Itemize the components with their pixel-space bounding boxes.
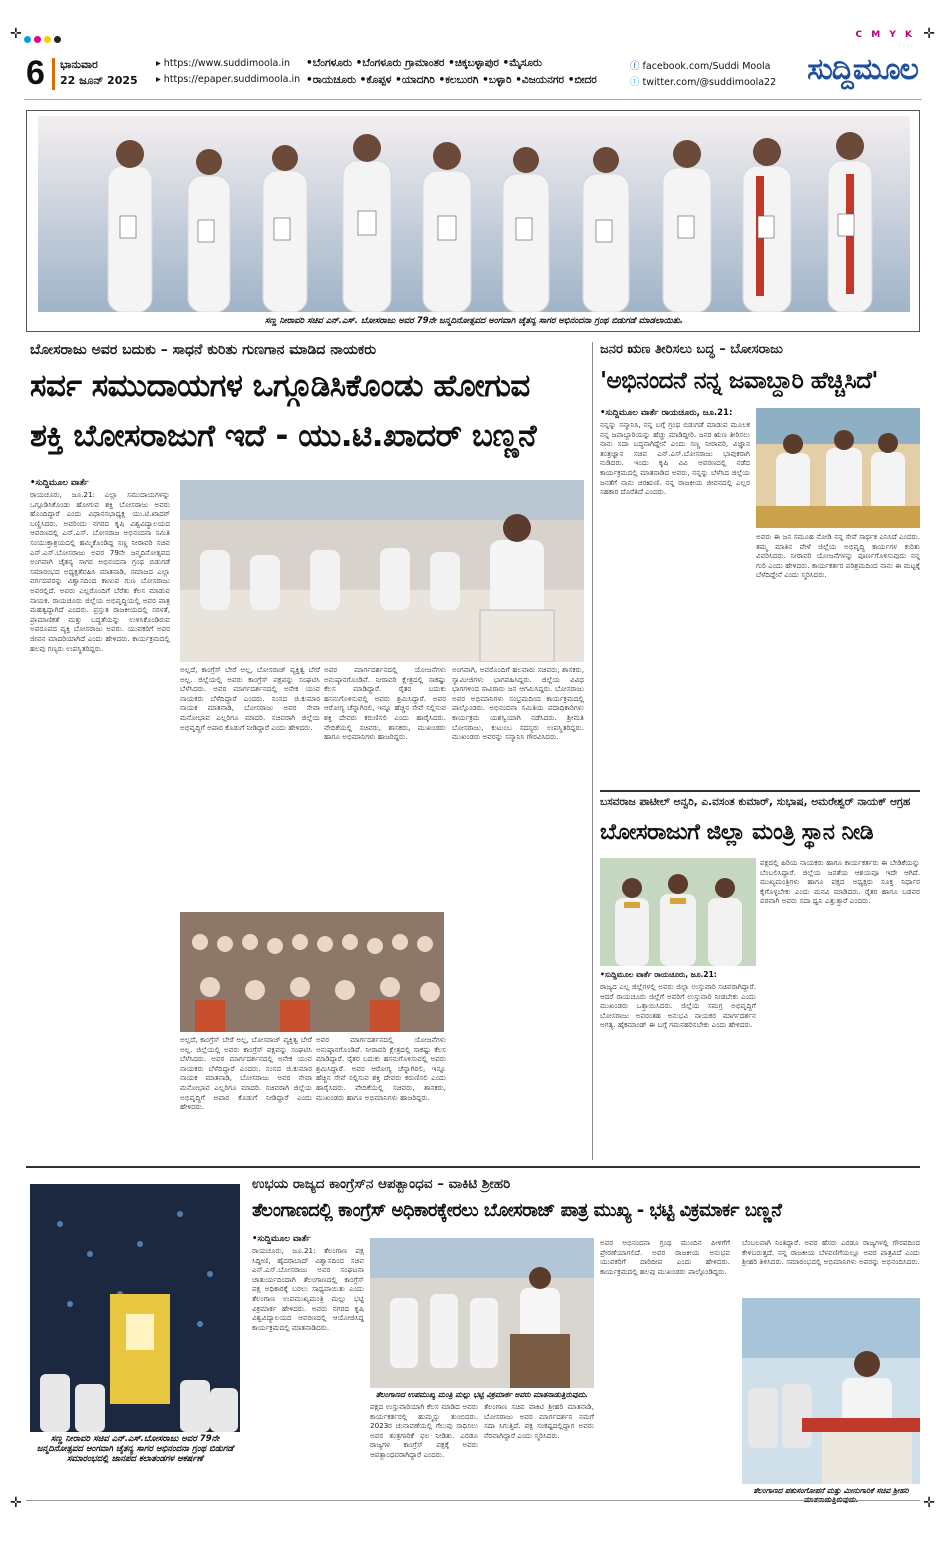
story-kicker: ಜನರ ಋಣ ತೀರಿಸಲು ಬದ್ಧ – ಬೋಸರಾಜು: [600, 342, 783, 357]
registration-mark: ✛: [10, 26, 22, 42]
website-link[interactable]: ▸ https://www.suddimoola.in: [156, 58, 290, 69]
facebook-link[interactable]: ⓕ facebook.com/Suddi Moola: [630, 61, 771, 72]
story-photo: [30, 1184, 240, 1432]
story-headline: ತೆಲಂಗಾಣದಲ್ಲಿ ಕಾಂಗ್ರೆಸ್ ಅಧಿಕಾರಕ್ಕೇರಲು ಬೋಸರಾಜ್ ಪಾತ್ರ ಮುಖ್ಯ - ಭಟ್ಟಿ ವಿಕ್ರಮಾರ್ಕ ಬಣ್ಣನೆ: [252, 1200, 782, 1221]
divider: [52, 58, 55, 90]
story-photo: [600, 858, 756, 966]
article-column: ಬೆಂಬಲವಾಗಿ ನಿಂತಿದ್ದಾರೆ. ಅವರ ಹೆಸರು ಎರಡೂ ರಾಜ್ಯಗಳಲ್ಲಿ ಗೌರವದಿಂದ ಕೇಳಿಬರುತ್ತದೆ. ನನ್ನ ರಾಜಕೀಯ ಬೆಳವಣಿಗೆಯಲ್ಲೂ ಅವರ ಪಾತ್ರವಿದೆ ಎಂದು ಶ್ರೀಹರಿ ತಿಳಿಸಿದರು. ಸಮಾರಂಭದಲ್ಲಿ ಅಭಿಮಾನಿಗಳು ಅವರನ್ನು ಅಭಿನಂದಿಸಿದರು.: [742, 1238, 920, 1267]
article-column: ರಾಯಚೂರು, ಜೂ.21: ತೆಲಂಗಾಣ ಪಕ್ಷ ಸಿದ್ದೀಣಿ, ಹೈದರಾಬಾದ್ ವಿಶ್ವಾಸದಿಂದ ಸಚಿವ ಎನ್.ಎಸ್.ಬೋಸರಾಜು ಅವರ ಸಂಘಟನಾ ಚಾತುರ್ಯದಿಂದಾಗಿ ತೆಲಂಗಾಣದಲ್ಲಿ ಕಾಂಗ್ರೆಸ್ ಪಕ್ಷ ಅಧಿಕಾರಕ್ಕೆ ಬರಲು ಸಾಧ್ಯವಾಯಿತು ಎಂದು ತೆಲಂಗಾಣ ಉಪಮುಖ್ಯಮಂತ್ರಿ ಮಲ್ಲು ಭಟ್ಟಿ ವಿಕ್ರಮಾರ್ಕ ಹೇಳಿದರು. ಅವರು ನಗರದ ಕೃಷಿ ವಿಶ್ವವಿದ್ಯಾಲಯದ ಆವರಣದಲ್ಲಿ ಆಯೋಜಿಸಿದ್ದ ಕಾರ್ಯಕ್ರಮದಲ್ಲಿ ಮಾತನಾಡಿದರು.: [252, 1246, 364, 1332]
story-kicker: ಉಭಯ ರಾಜ್ಯದ ಕಾಂಗ್ರೆಸ್‌ನ ಆಪತ್ಬಾಂಧವ – ವಾಕಿಟಿ ಶ್ರೀಹರಿ: [252, 1176, 511, 1192]
story-byline: •ಸುದ್ದಿಮೂಲ ವಾರ್ತೆ: [252, 1234, 311, 1244]
article-column: ಅವರ ಮಾರ್ಗದರ್ಶನದಲ್ಲಿ ಯೋಜನೆಗಳು ಅನುಷ್ಠಾನಗೊಂಡಿವೆ. ನೀರಾವರಿ ಕ್ಷೇತ್ರದಲ್ಲಿ ಸಾಕಷ್ಟು ಕೆಲಸ ಮಾಡಿದ್ದಾರೆ. ರೈತರ ಬದುಕು ಹಸನುಗೊಳಿಸುವಲ್ಲಿ ಅವರು ಶ್ರಮಿಸಿದ್ದಾರೆ. ಅವರ ಆರೋಗ್ಯ ಚೆನ್ನಾಗಿರಲಿ, ಇನ್ನೂ ಹೆಚ್ಚಿನ ಸೇವೆ ಸಲ್ಲಿಸುವ ಶಕ್ತಿ ದೇವರು ಕರುಣಿಸಲಿ ಎಂದು ಹಾರೈಸಿದರು. ವೇದಿಕೆಯಲ್ಲಿ ಸಚಿವರು, ಶಾಸಕರು, ಮುಖಂಡರು ಹಾಗೂ ಅಭಿಮಾನಿಗಳು ಹಾಜರಿದ್ದರು.: [316, 1035, 446, 1102]
editions-line: •ರಾಯಚೂರು •ಕೊಪ್ಪಳ •ಯಾದಗಿರಿ •ಕಲಬುರಗಿ •ಬಳ್ಳಾರಿ •ವಿಜಯನಗರ •ಬೀದರ: [306, 74, 597, 86]
article-column: ನನ್ನನ್ನು ಸನ್ಮಾನಿಸಿ, ನನ್ನ ಬಗ್ಗೆ ಗ್ರಂಥ ಬಿಡುಗಡೆ ಮಾಡುವ ಮೂಲಕ ನನ್ನ ಜವಾಬ್ದಾರಿಯನ್ನು ಹೆಚ್ಚು ಮಾಡಿದ್ದೀರಿ. ಜನರ ಋಣ ತೀರಿಸಲು ನಾನು ಸದಾ ಬದ್ಧನಾಗಿದ್ದೇನೆ ಎಂದು ಸಣ್ಣ ನೀರಾವರಿ, ವಿಜ್ಞಾನ ತಂತ್ರಜ್ಞಾನ ಸಚಿವ ಎನ್.ಎಸ್.ಬೋಸರಾಜು ಭಾವುಕರಾಗಿ ನುಡಿದರು. ಇಂದು ಕೃಷಿ ವಿವಿ ಆವರಣದಲ್ಲಿ ನಡೆದ ಕಾರ್ಯಕ್ರಮದಲ್ಲಿ ಮಾತನಾಡಿದ ಅವರು, ನನ್ನನ್ನು ಬೆಳೆಸಿದ ಜಿಲ್ಲೆಯ ಜನತೆಗೆ ನಾನು ಚಿರಋಣಿ. ನನ್ನ ರಾಜಕೀಯ ಜೀವನದಲ್ಲಿ ಎಲ್ಲರ ಸಹಕಾರ ದೊರೆತಿದೆ ಎಂದರು.: [600, 420, 750, 497]
article-column: ಅಂಗವಾಗಿ, ಅವರೊಂದಿಗೆ ಹಲವಾರು ಸಚಿವರು, ಶಾಸಕರು, ಸ್ವಾಮೀಜಿಗಳು ಭಾಗವಹಿಸಿದ್ದರು. ಜಿಲ್ಲೆಯ ವಿವಿಧ ಭಾಗಗಳಿಂದ ಸಾವಿರಾರು ಜನ ಆಗಮಿಸಿದ್ದರು. ಬೋಸರಾಜು ಅವರ ಅಭಿಮಾನಿಗಳು ಸಂಭ್ರಮದಿಂದ ಕಾರ್ಯಕ್ರಮದಲ್ಲಿ ಪಾಲ್ಗೊಂಡರು. ಅಭಿನಂದನಾ ಸಮಿತಿಯ ಪದಾಧಿಕಾರಿಗಳು ಕಾರ್ಯಕ್ರಮ ಯಶಸ್ವಿಯಾಗಿ ನಡೆಸಿದರು. ಶ್ರೀಮತಿ ಬೋಸರಾಜು, ಕುಟುಂಬ ಸದಸ್ಯರು ಉಪಸ್ಥಿತರಿದ್ದರು. ಮುಖಂಡರು ಅವರನ್ನು ಸನ್ಮಾನಿಸಿ ಗೌರವಿಸಿದರು.: [452, 665, 584, 742]
top-photo: [38, 116, 910, 312]
article-column: ಅವರ ಅಭಿನಂದನಾ ಗ್ರಂಥ ಮುಂದಿನ ಪೀಳಿಗೆಗೆ ಪ್ರೇರಣೆಯಾಗಲಿದೆ. ಅವರ ರಾಜಕೀಯ ಅನುಭವ ಯುವಕರಿಗೆ ದಾರಿದೀಪ ಎಂದು ಹೇಳಿದರು. ಕಾರ್ಯಕ್ರಮದಲ್ಲಿ ಹಲವು ಮುಖಂಡರು ಪಾಲ್ಗೊಂಡಿದ್ದರು.: [600, 1238, 730, 1276]
editions-line: •ಬೆಂಗಳೂರು •ಬೆಂಗಳೂರು ಗ್ರಾಮಾಂತರ •ಚಿಕ್ಕಬಳ್ಳಾಪುರ •ಮೈಸೂರು: [306, 57, 542, 69]
column-divider: [592, 342, 593, 1160]
color-dots: [24, 36, 61, 43]
article-column: ಅವರು ಈ ಜನ ಸಮೂಹ ನೋಡಿ ನನ್ನ ಸೇವೆ ಸಾರ್ಥಕ ಎನಿಸಿದೆ ಎಂದರು. ತಮ್ಮ ಮಾತಿನ ವೇಳೆ ಜಿಲ್ಲೆಯ ಅಭಿವೃದ್ಧಿ ಕಾರ್ಯಗಳ ಕುರಿತು ವಿವರಿಸಿದರು. ನೀರಾವರಿ ಯೋಜನೆಗಳನ್ನು ಪೂರ್ಣಗೊಳಿಸುವುದು ನನ್ನ ಗುರಿ ಎಂದು ಹೇಳಿದರು. ಕಾರ್ಯಕರ್ತರ ಪರಿಶ್ರಮದಿಂದ ನಾನು ಈ ಮಟ್ಟಕ್ಕೆ ಬೆಳೆದಿದ್ದೇನೆ ಎಂದು ಸ್ಮರಿಸಿದರು.: [756, 532, 920, 580]
story-byline: •ಸುದ್ದಿಮೂಲ ವಾರ್ತೆ ರಾಯಚೂರು, ಜೂ.21:: [600, 970, 717, 979]
date: 22 ಜೂನ್ 2025: [60, 74, 138, 87]
cmyk-mark: C M Y K: [855, 30, 915, 40]
photo-caption: ಸಣ್ಣ ನೀರಾವರಿ ಸಚಿವ ಎನ್.ಎಸ್.ಬೋಸರಾಜು ಅವರ 79ನೇ ಜನ್ಮದಿನೋತ್ಸವದ ಅಂಗವಾಗಿ ಚೈತನ್ಯ ಸಾಗರ ಅಭಿನಂದನಾ ಗ್ರಂಥ ಬಿಡುಗಡೆ ಸಮಾರಂಭದಲ್ಲಿ ಜಾನಪದ ಕಲಾತಂಡಗಳ ಆಕರ್ಷಣೆ: [36, 1434, 234, 1464]
crowd-photo: [180, 912, 444, 1032]
story-kicker: ಬೋಸರಾಜು ಅವರ ಬದುಕು – ಸಾಧನೆ ಕುರಿತು ಗುಣಗಾನ ಮಾಡಿದ ನಾಯಕರು: [30, 342, 377, 358]
article-column: ರಾಜ್ಯದ ಎಲ್ಲ ಜಿಲ್ಲೆಗಳಲ್ಲಿ ಅವರು ಜಿಲ್ಲಾ ಉಸ್ತುವಾರಿ ಸಚಿವರಾಗಿದ್ದಾರೆ. ಆದರೆ ರಾಯಚೂರು ಜಿಲ್ಲೆಗೆ ಅವರಿಗೆ ಉಸ್ತುವಾರಿ ನೀಡಬೇಕು ಎಂದು ಮುಖಂಡರು ಒತ್ತಾಯಿಸಿದರು. ಜಿಲ್ಲೆಯ ಸಮಗ್ರ ಅಭಿವೃದ್ಧಿಗೆ ಬೋಸರಾಜು ಅವರಂತಹ ಅನುಭವಿ ನಾಯಕರ ಮಾರ್ಗದರ್ಶನ ಅಗತ್ಯ. ಹೈಕಮಾಂಡ್ ಈ ಬಗ್ಗೆ ಗಮನಹರಿಸಬೇಕು ಎಂದು ಹೇಳಿದರು.: [600, 982, 756, 1030]
page-header: [24, 52, 922, 100]
story-photo: [742, 1298, 920, 1484]
photo-caption: ತೆಲಂಗಾಣದ ಉಪಮುಖ್ಯ ಮಂತ್ರಿ ಮಲ್ಲು ಭಟ್ಟಿ ವಿಕ್ರಮಾರ್ಕ ಅವರು ಮಾತನಾಡುತ್ತಿರುವುದು.: [375, 1390, 589, 1399]
story-headline: 'ಅಭಿನಂದನೆ ನನ್ನ ಜವಾಬ್ದಾರಿ ಹೆಚ್ಚಿಸಿದೆ': [600, 368, 878, 394]
story-headline: ಬೋಸರಾಜುಗೆ ಜಿಲ್ಲಾ ಮಂತ್ರಿ ಸ್ಥಾನ ನೀಡಿ: [600, 820, 874, 845]
twitter-link[interactable]: ⓣ twitter.com/@suddimoola22: [630, 77, 777, 88]
story-photo: [370, 1238, 594, 1388]
photo-caption: ಸಣ್ಣ ನೀರಾವರಿ ಸಚಿವ ಎನ್.ಎಸ್. ಬೋಸರಾಜು ಅವರ 79ನೇ ಜನ್ಮದಿನೋತ್ಸವದ ಅಂಗವಾಗಿ ಚೈತನ್ಯ ಸಾಗರ ಅಭಿನಂದನಾ ಗ್ರಂಥ ಬಿಡುಗಡೆ ಮಾಡಲಾಯಿತು.: [264, 316, 684, 326]
story-photo: [180, 480, 584, 662]
twitter-icon: ⓣ: [630, 77, 640, 88]
story-byline: •ಸುದ್ದಿಮೂಲ ವಾರ್ತೆ: [30, 478, 89, 488]
registration-mark: ✛: [923, 1495, 935, 1511]
article-column: ತೆಲಂಗಾಣ ಸಚಿವ ವಾಕಿಟಿ ಶ್ರೀಹರಿ ಮಾತನಾಡಿ, ಬೋಸರಾಜು ಅವರ ಮಾರ್ಗದರ್ಶನ ನಮಗೆ ಸದಾ ಸಿಗುತ್ತಿದೆ. ಪಕ್ಷ ಸಂಕಷ್ಟದಲ್ಲಿದ್ದಾಗ ಅವರು ನೆರವಾಗಿದ್ದಾರೆ ಎಂದು ಸ್ಮರಿಸಿದರು.: [484, 1402, 594, 1440]
article-column: ಅವರ ಮಾರ್ಗದರ್ಶನದಲ್ಲಿ ಯೋಜನೆಗಳು ಅನುಷ್ಠಾನಗೊಂಡಿವೆ. ನೀರಾವರಿ ಕ್ಷೇತ್ರದಲ್ಲಿ ಸಾಕಷ್ಟು ಕೆಲಸ ಮಾಡಿದ್ದಾರೆ. ರೈತರ ಬದುಕು ಹಸನುಗೊಳಿಸುವಲ್ಲಿ ಅವರು ಶ್ರಮಿಸಿದ್ದಾರೆ. ಅವರ ಆರೋಗ್ಯ ಚೆನ್ನಾಗಿರಲಿ, ಇನ್ನೂ ಹೆಚ್ಚಿನ ಸೇವೆ ಸಲ್ಲಿಸುವ ಶಕ್ತಿ ದೇವರು ಕರುಣಿಸಲಿ ಎಂದು ಹಾರೈಸಿದರು. ವೇದಿಕೆಯಲ್ಲಿ ಸಚಿವರು, ಶಾಸಕರು, ಮುಖಂಡರು ಹಾಗೂ ಅಭಿಮಾನಿಗಳು ಹಾಜರಿದ್ದರು.: [324, 665, 446, 742]
story-kicker: ಬಸವರಾಜ ಪಾಟೀಲ್ ಅನ್ವರಿ, ಎ.ವಸಂತ ಕುಮಾರ್, ಸುಭಾಷ, ಅಮರೇಶ್ವರ್ ನಾಯಕ್ ಆಗ್ರಹ: [600, 796, 911, 808]
story-headline: ಸರ್ವ ಸಮುದಾಯಗಳ ಒಗ್ಗೂಡಿಸಿಕೊಂಡು ಹೋಗುವ: [30, 368, 530, 404]
day: ಭಾನುವಾರ: [60, 58, 98, 71]
article-column: ಅಲ್ಲದೆ, ಕಾಂಗ್ರೆಸ್ ಬೇರೆ ಅಲ್ಲ, ಬೋಸರಾಜ್ ವ್ಯಕ್ತಿತ್ವ ಬೇರೆ ಅಲ್ಲ. ಜಿಲ್ಲೆಯಲ್ಲಿ ಅವರು ಕಾಂಗ್ರೆಸ್ ಪಕ್ಷವನ್ನು ಸಂಘಟಿಸಿ ಬೆಳೆಸಿದರು. ಅವರ ಮಾರ್ಗದರ್ಶನದಲ್ಲಿ ಅನೇಕ ಯುವ ನಾಯಕರು ಬೆಳೆದಿದ್ದಾರೆ ಎಂದರು. ಸಂಸದ ಜಿ.ಕುಮಾರ ನಾಯಕ ಮಾತನಾಡಿ, ಬೋಸರಾಜು ಅವರ ಸೇವಾ ಮನೋಭಾವ ಎಲ್ಲರಿಗೂ ಮಾದರಿ. ಸಚಿವರಾಗಿ ಜಿಲ್ಲೆಯ ಅಭಿವೃದ್ಧಿಗೆ ಅಪಾರ ಕೊಡುಗೆ ನೀಡಿದ್ದಾರೆ ಎಂದು ಹೇಳಿದರು.: [180, 1035, 312, 1112]
article-column: ಪಕ್ಷದ ಉಸ್ತುವಾರಿಯಾಗಿ ಕೆಲಸ ಮಾಡಿದ ಅವರು ಕಾರ್ಯಕರ್ತರಲ್ಲಿ ಹುಮ್ಮಸ್ಸು ತುಂಬಿದರು. 2023ರ ಚುನಾವಣೆಯಲ್ಲಿ ಗೆಲುವು ಸಾಧಿಸಲು ಅವರ ತಂತ್ರಗಾರಿಕೆ ಫಲ ನೀಡಿತು. ಎರಡೂ ರಾಜ್ಯಗಳ ಕಾಂಗ್ರೆಸ್ ಪಕ್ಷಕ್ಕೆ ಅವರು ಆಪತ್ಬಾಂಧವರಾಗಿದ್ದಾರೆ ಎಂದರು.: [370, 1402, 478, 1459]
story-byline: •ಸುದ್ದಿಮೂಲ ವಾರ್ತೆ ರಾಯಚೂರು, ಜೂ.21:: [600, 408, 733, 418]
story-headline: ಶಕ್ತಿ ಬೋಸರಾಜುಗೆ ಇದೆ - ಯು.ಟಿ.ಖಾದರ್ ಬಣ್ಣನೆ: [30, 418, 537, 454]
photo-caption: ತೆಲಂಗಾಣದ ಪಶುಸಂಗೋಪನೆ ಮತ್ತು ಮೀನುಗಾರಿಕೆ ಸಚಿವ ಶ್ರೀಹರಿ: [753, 1486, 909, 1495]
page-number: 6: [26, 54, 45, 92]
story-photo: [756, 408, 920, 528]
section-divider: [26, 1166, 920, 1168]
registration-mark: ✛: [923, 26, 935, 42]
article-column: ಪಕ್ಷದಲ್ಲಿ ಹಿರಿಯ ನಾಯಕರು ಹಾಗೂ ಕಾರ್ಯಕರ್ತರು ಈ ಬೇಡಿಕೆಯನ್ನು ಬೆಂಬಲಿಸಿದ್ದಾರೆ. ಜಿಲ್ಲೆಯ ಜನತೆಯ ಆಶಯವೂ ಇದೇ ಆಗಿದೆ. ಮುಖ್ಯಮಂತ್ರಿಗಳು ಹಾಗೂ ಪಕ್ಷದ ಅಧ್ಯಕ್ಷರು ಸೂಕ್ತ ನಿರ್ಧಾರ ಕೈಗೊಳ್ಳಬೇಕು ಎಂದು ಮನವಿ ಮಾಡಿದರು. ರೈತರ ಹಾಗೂ ಬಡವರ ಪರವಾಗಿ ಅವರು ಸದಾ ಧ್ವನಿ ಎತ್ತುತ್ತಾರೆ ಎಂದರು.: [760, 858, 920, 906]
section-divider: [600, 790, 920, 792]
page-bottom-rule: [26, 1500, 920, 1501]
masthead-logo: ಸುದ್ದಿಮೂಲ: [807, 52, 918, 87]
article-column: ರಾಯಚೂರು, ಜೂ.21: ಎಲ್ಲಾ ಸಮುದಾಯಗಳನ್ನು ಒಗ್ಗೂಡಿಸಿಕೊಂಡು ಹೋಗುವ ಶಕ್ತಿ ಬೋಸರಾಜು ಅವರು ಹೊಂದಿದ್ದಾರೆ ಎಂದು ವಿಧಾನಸಭಾಧ್ಯಕ್ಷ ಯು.ಟಿ.ಖಾದರ್ ಬಣ್ಣಿಸಿದರು. ಅವರಿಂದು ನಗರದ ಕೃಷಿ ವಿಶ್ವವಿದ್ಯಾಲಯದ ಆವರಣದಲ್ಲಿ ಎನ್.ಎಸ್. ಬೋಸರಾಜ ಅಭಿನಂದನಾ ಸಮಿತಿ ಸಂಯುಕ್ತಾಶ್ರಯದಲ್ಲಿ ಹಮ್ಮಿಕೊಂಡಿದ್ದ ಸಣ್ಣ ನೀರಾವರಿ ಸಚಿವ ಎನ್.ಎಸ್.ಬೋಸರಾಜು ಅವರ 79ನೇ ಜನ್ಮದಿನೋತ್ಸವದ ಅಂಗವಾಗಿ ಚೈತನ್ಯ ಸಾಗರ ಅಭಿನಂದನಾ ಗ್ರಂಥ ಬಿಡುಗಡೆ ಸಮಾರಂಭದ ಅಧ್ಯಕ್ಷತೆವಹಿಸಿ ಮಾತನಾಡಿ, ಸಮಾಜದ ಎಲ್ಲಾ ವರ್ಗದವರನ್ನು ವಿಶ್ವಾಸದಿಂದ ಕಾಣುವ ಗುಣ ಬೋಸರಾಜು ಅವರಲ್ಲಿದೆ. ಅವರು ಎಲ್ಲರೊಂದಿಗೆ ಬೆರೆತು ಕೆಲಸ ಮಾಡುವ ನಾಯಕ. ರಾಯಚೂರು ಜಿಲ್ಲೆಯ ಅಭಿವೃದ್ಧಿಯಲ್ಲಿ ಅವರ ಪಾತ್ರ ಮಹತ್ವದ್ದಾಗಿದೆ ಎಂದರು. ಪ್ರಸ್ತುತ ರಾಜಕೀಯದಲ್ಲಿ ಸರಳತೆ, ಪ್ರಾಮಾಣಿಕತೆ ಮತ್ತು ಬದ್ಧತೆಯನ್ನು ಉಳಿಸಿಕೊಂಡಿರುವ ಅಪರೂಪದ ವ್ಯಕ್ತಿ ಬೋಸರಾಜು ಅವರು. ಯುವಕರಿಗೆ ಅವರ ಜೀವನ ಮಾದರಿಯಾಗಿದೆ ಎಂದು ಹೇಳಿದರು. ಕಾರ್ಯಕ್ರಮದಲ್ಲಿ ಹಲವು ಗಣ್ಯರು ಉಪಸ್ಥಿತರಿದ್ದರು.: [30, 490, 170, 653]
facebook-icon: ⓕ: [630, 61, 640, 72]
article-column: ಅಲ್ಲದೆ, ಕಾಂಗ್ರೆಸ್ ಬೇರೆ ಅಲ್ಲ, ಬೋಸರಾಜ್ ವ್ಯಕ್ತಿತ್ವ ಬೇರೆ ಅಲ್ಲ. ಜಿಲ್ಲೆಯಲ್ಲಿ ಅವರು ಕಾಂಗ್ರೆಸ್ ಪಕ್ಷವನ್ನು ಸಂಘಟಿಸಿ ಬೆಳೆಸಿದರು. ಅವರ ಮಾರ್ಗದರ್ಶನದಲ್ಲಿ ಅನೇಕ ಯುವ ನಾಯಕರು ಬೆಳೆದಿದ್ದಾರೆ ಎಂದರು. ಸಂಸದ ಜಿ.ಕುಮಾರ ನಾಯಕ ಮಾತನಾಡಿ, ಬೋಸರಾಜು ಅವರ ಸೇವಾ ಮನೋಭಾವ ಎಲ್ಲರಿಗೂ ಮಾದರಿ. ಸಚಿವರಾಗಿ ಜಿಲ್ಲೆಯ ಅಭಿವೃದ್ಧಿಗೆ ಅಪಾರ ಕೊಡುಗೆ ನೀಡಿದ್ದಾರೆ ಎಂದು ಹೇಳಿದರು.: [180, 665, 320, 732]
epaper-link[interactable]: ▸ https://epaper.suddimoola.in: [156, 74, 301, 85]
registration-mark: ✛: [10, 1495, 22, 1511]
